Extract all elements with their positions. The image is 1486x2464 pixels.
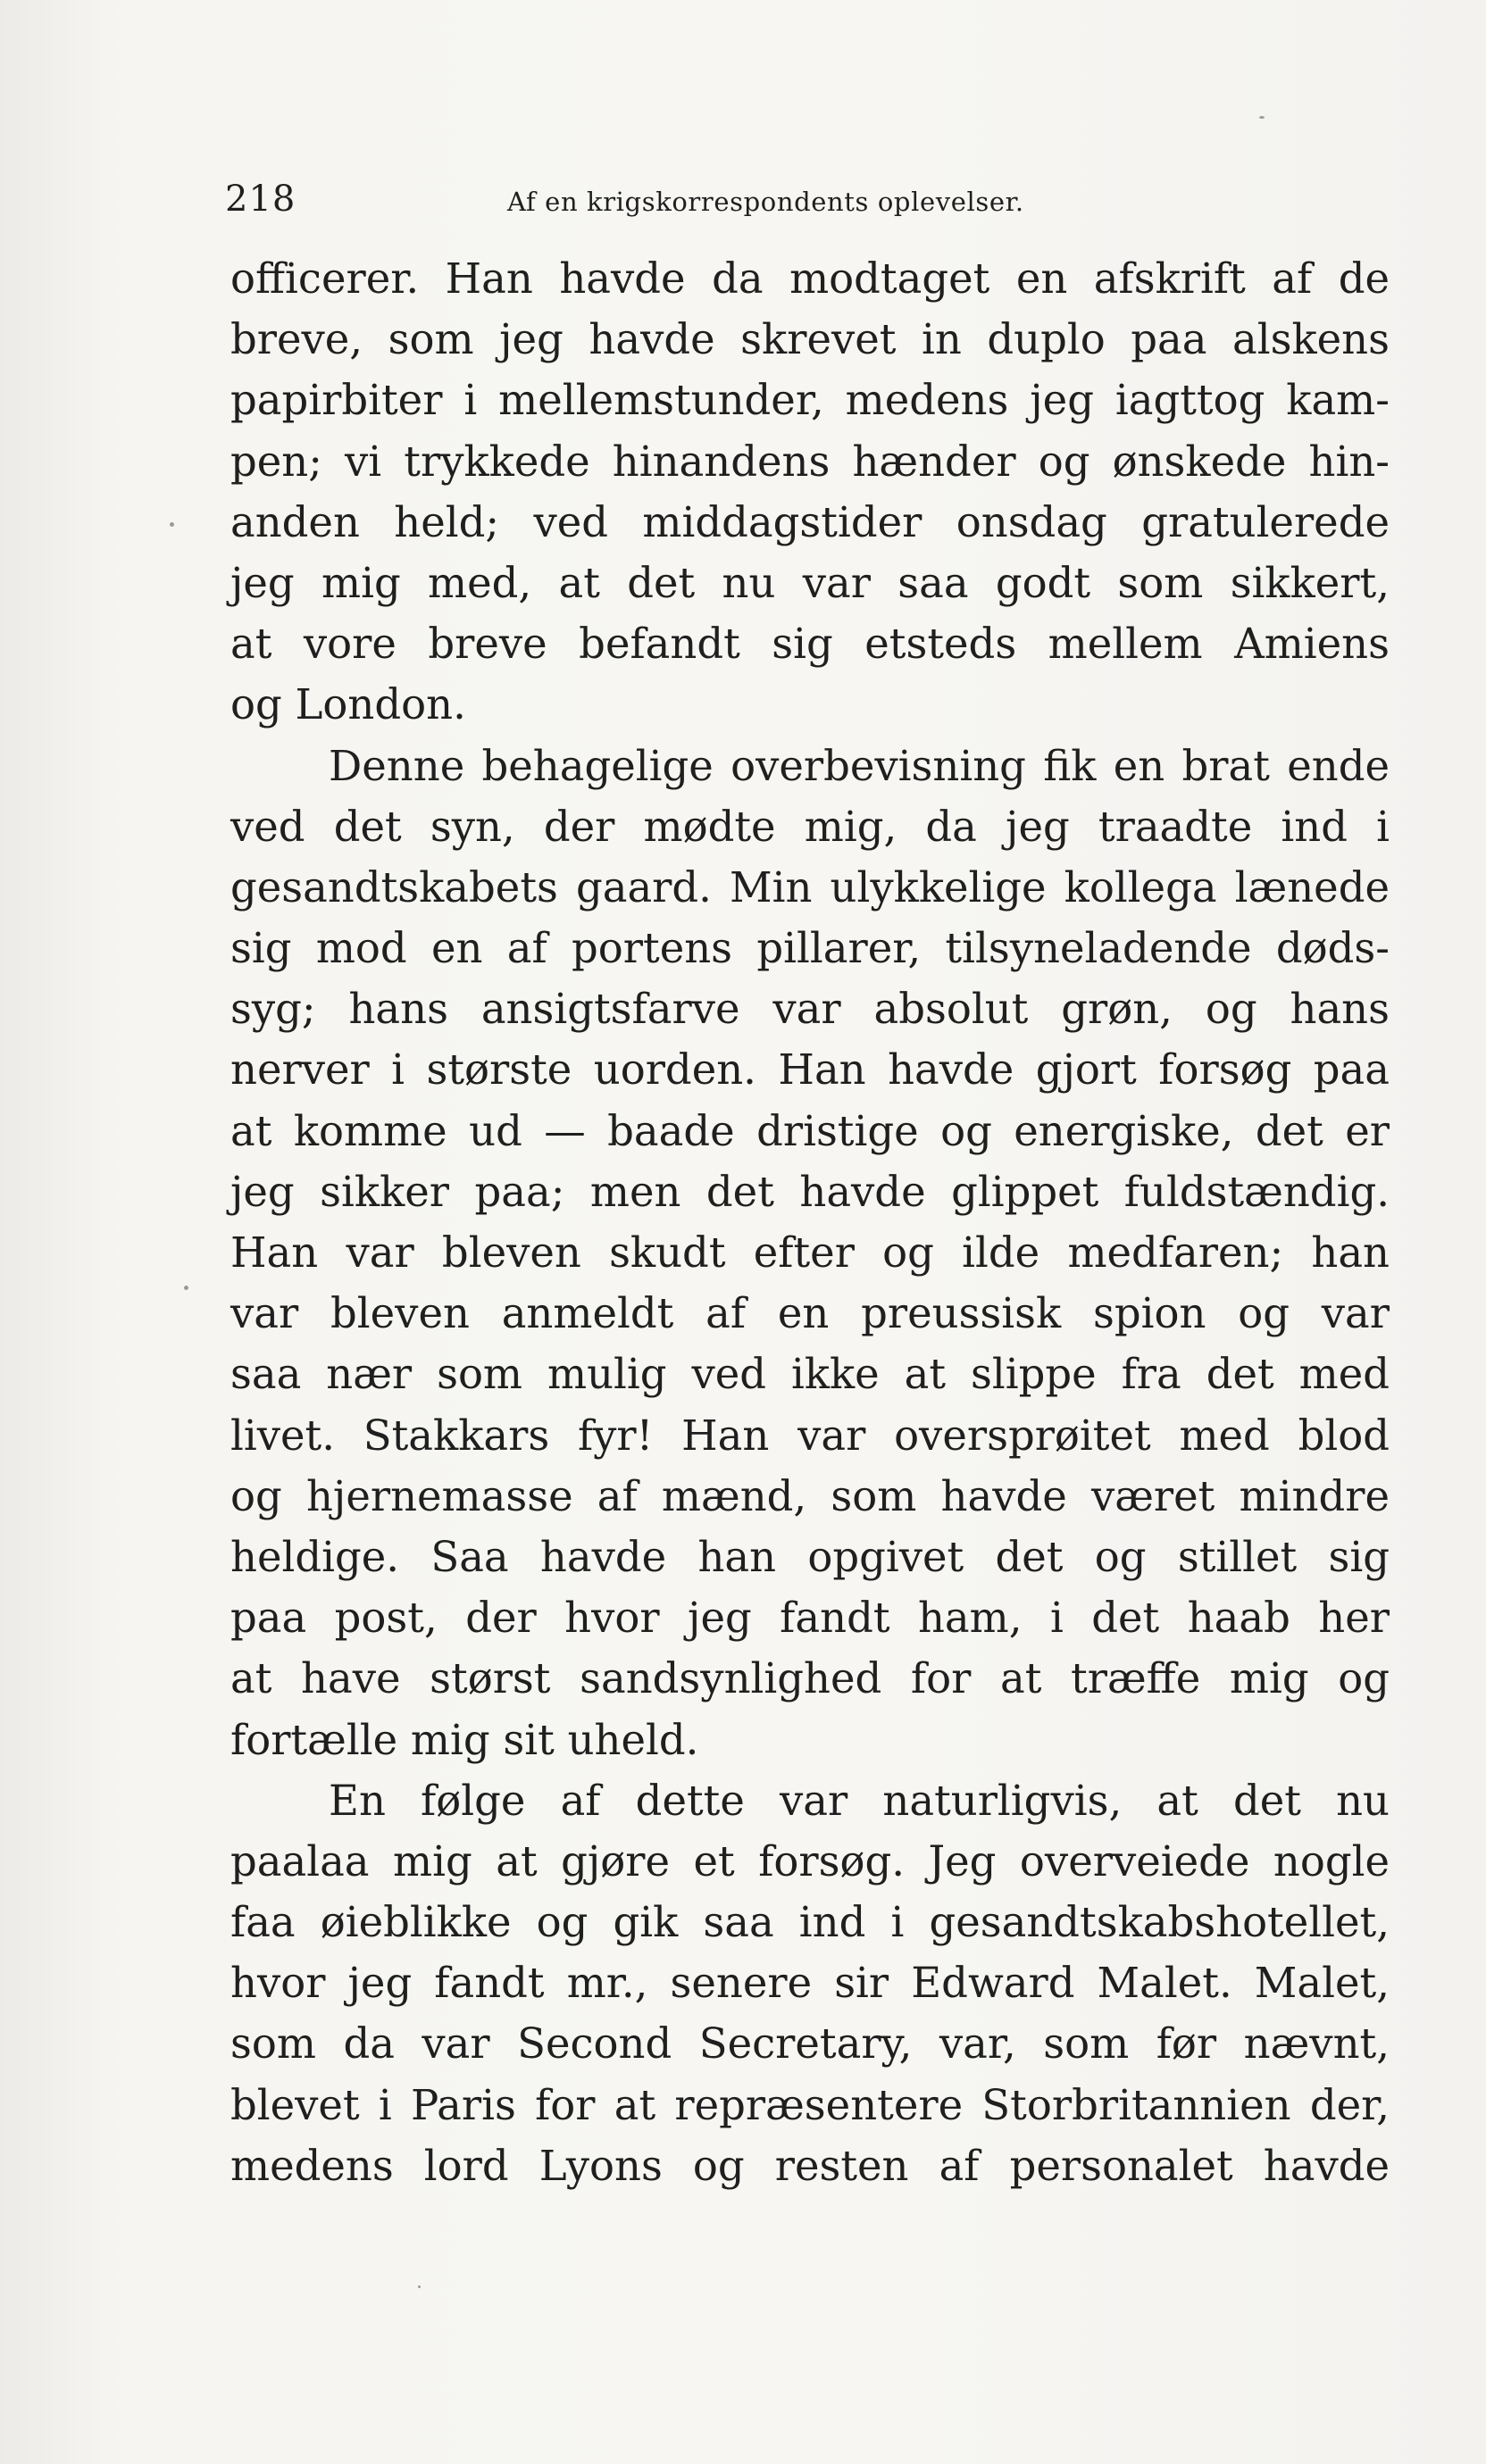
text-line: anden held; ved middagstider onsdag gratulerede xyxy=(230,497,1390,546)
text-line: og London. xyxy=(230,680,466,729)
text-line: officerer. Han havde da modtaget en afskrift af de xyxy=(230,254,1390,303)
text-line: paalaa mig at gjøre et forsøg. Jeg overveiede nogle xyxy=(230,1836,1390,1885)
text-line: at have størst sandsynlighed for at træffe mig og xyxy=(230,1654,1390,1703)
text-line: breve, som jeg havde skrevet in duplo paa alskens xyxy=(230,315,1390,364)
text-line: hvor jeg fandt mr., senere sir Edward Malet. Malet, xyxy=(230,1959,1390,2008)
text-line: faa øieblikke og gik saa ind i gesandtskabshotellet, xyxy=(230,1898,1390,1947)
text-line: var bleven anmeldt af en preussisk spion og var xyxy=(230,1289,1390,1338)
paper-speck xyxy=(1259,116,1265,119)
text-line: fortælle mig sit uheld. xyxy=(230,1715,699,1764)
text-line: ved det syn, der mødte mig, da jeg traadte ind i xyxy=(230,802,1390,851)
text-line: blevet i Paris for at repræsentere Storbritannien der, xyxy=(230,2080,1390,2129)
text-line: papirbiter i mellemstunder, medens jeg iagttog kam- xyxy=(230,376,1390,425)
text-line: syg; hans ansigtsfarve var absolut grøn, og hans xyxy=(230,985,1390,1034)
text-line: En følge af dette var naturligvis, at det nu xyxy=(329,1776,1390,1825)
paper-speck xyxy=(418,2285,421,2288)
text-line: jeg mig med, at det nu var saa godt som sikkert, xyxy=(230,558,1390,607)
page-number: 218 xyxy=(225,179,296,220)
text-line: og hjernemasse af mænd, som havde været mindre xyxy=(230,1471,1390,1520)
text-line: saa nær som mulig ved ikke at slippe fra det med xyxy=(230,1350,1390,1399)
page-header xyxy=(225,179,1386,225)
text-line: at komme ud — baade dristige og energiske, det er xyxy=(230,1106,1390,1155)
text-line: at vore breve befandt sig etsteds mellem Amiens xyxy=(230,620,1390,669)
text-line: livet. Stakkars fyr! Han var oversprøitet med blod xyxy=(230,1411,1390,1460)
text-line: gesandtskabets gaard. Min ulykkelige kollega lænede xyxy=(230,862,1390,912)
text-line: Han var bleven skudt efter og ilde medfaren; han xyxy=(230,1228,1390,1277)
text-line: heldige. Saa havde han opgivet det og stillet sig xyxy=(230,1532,1390,1581)
text-line: Denne behagelige overbevisning fik en brat ende xyxy=(329,741,1390,790)
text-line: som da var Second Secretary, var, som før nævnt, xyxy=(230,2019,1390,2069)
text-line: nerver i største uorden. Han havde gjort forsøg paa xyxy=(230,1045,1390,1095)
paper-speck xyxy=(170,522,174,527)
text-line: pen; vi trykkede hinandens hænder og ønskede hin- xyxy=(230,437,1390,486)
paper-speck xyxy=(184,1286,188,1290)
text-line: paa post, der hvor jeg fandt ham, i det haab her xyxy=(230,1594,1390,1643)
text-line: jeg sikker paa; men det havde glippet fuldstændig. xyxy=(230,1167,1390,1216)
body-text xyxy=(230,248,1390,2196)
text-line: medens lord Lyons og resten af personalet havde xyxy=(230,2141,1390,2190)
running-head: Af en krigskorrespondents oplevelser. xyxy=(507,187,1024,217)
text-line: sig mod en af portens pillarer, tilsyneladende døds- xyxy=(230,924,1390,973)
